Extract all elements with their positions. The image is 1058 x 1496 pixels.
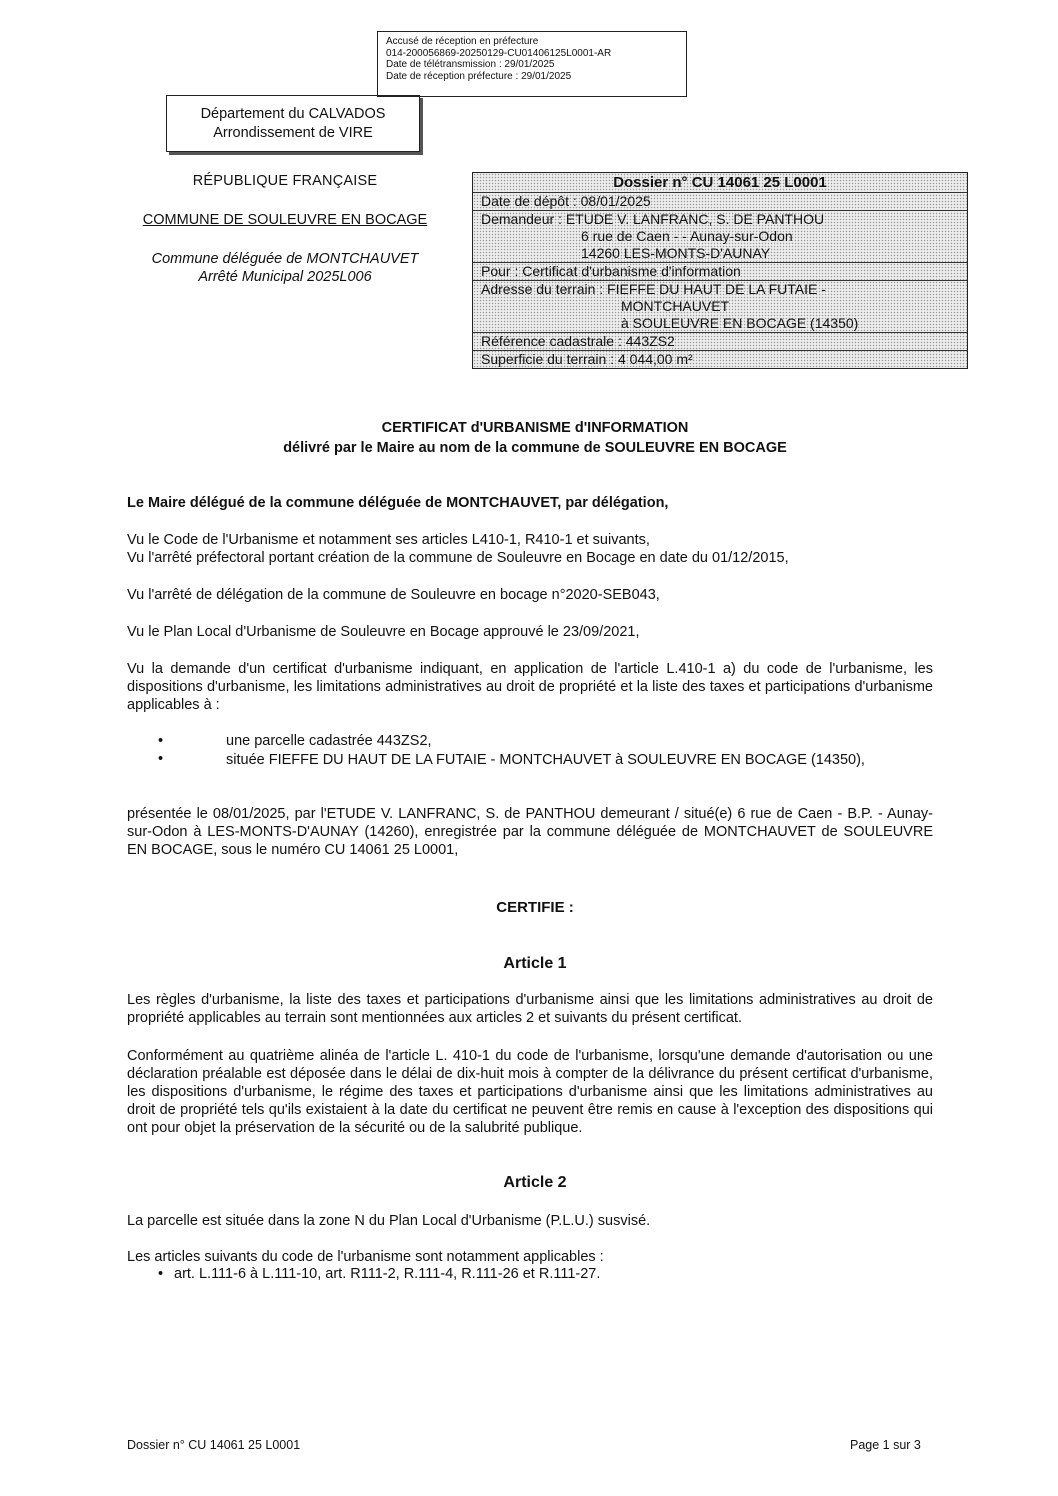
terrain-area: Superficie du terrain : 4 044,00 m² [481,351,693,367]
vu-demande: Vu la demande d'un certificat d'urbanisme indiquant, en application de l'article L.410-1 a) du code de l'urbanisme, les dispositions d'urbanisme, les limitations administratives au droit de propriété et la liste des taxes et participations d'urbanisme applicables à : [127,661,933,713]
certifie-heading: CERTIFIE : [496,899,574,916]
article-1-heading: Article 1 [503,955,567,972]
stamp-transmission-date: Date de télétransmission : 29/01/2025 [386,59,555,70]
terrain-address-block [473,281,967,333]
cadastral-reference: Référence cadastrale : 443ZS2 [473,333,967,351]
terrain-address: Adresse du terrain : FIEFFE DU HAUT DE LA FUTAIE - [481,281,826,297]
stamp-line: Accusé de réception en préfecture [386,36,539,47]
department-name: Département du CALVADOS [200,106,386,122]
footer-dossier-number: Dossier n° CU 14061 25 L0001 [127,1438,301,1452]
republic-heading: RÉPUBLIQUE FRANÇAISE [192,173,378,189]
bullet-text: située FIEFFE DU HAUT DE LA FUTAIE - MONTCHAUVET à SOULEUVRE EN BOCAGE (14350), [226,752,865,768]
demandeur-block [473,211,967,263]
bullet-icon: • [158,733,164,749]
document-title: CERTIFICAT d'URBANISME d'INFORMATION [381,420,689,436]
maire-statement: Le Maire délégué de la commune déléguée de MONTCHAUVET, par délégation, [127,495,669,511]
commune-deleguee: Commune déléguée de MONTCHAUVET [151,251,419,267]
dossier-number: Dossier n° CU 14061 25 L0001 [473,173,967,193]
presentee-paragraph: présentée le 08/01/2025, par l'ETUDE V. LANFRANC, S. de PANTHOU demeurant / situé(e) 6 rue de Caen - B.P. - Aunay-sur-Odon à LES-MONTS-D'AUNAY (14260), enregistrée par la commune déléguée de MONTCHAUVET de SOULEUVRE EN BOCAGE, sous le numéro CU 14061 25 L0001, [127,806,933,858]
arrondissement-name: Arrondissement de VIRE [213,125,373,141]
bullet-icon: • [158,1266,164,1282]
commune-heading: COMMUNE DE SOULEUVRE EN BOCAGE [142,212,428,228]
article-2-heading: Article 2 [503,1174,567,1191]
footer-page-number: Page 1 sur 3 [850,1438,921,1452]
article-1-paragraph-1: Les règles d'urbanisme, la liste des taxes et participations d'urbanisme ainsi que les limitations administratives au droit de propriété applicables au terrain sont mentionnées aux articles 2 et suivants du présent certificat. [127,992,933,1026]
bullet-text: une parcelle cadastrée 443ZS2, [226,733,432,749]
bullet-icon: • [158,751,164,767]
document-subtitle: délivré par le Maire au nom de la commune de SOULEUVRE EN BOCAGE [283,440,787,456]
bullet-text: art. L.111-6 à L.111-10, art. R111-2, R.111-4, R.111-26 et R.111-27. [174,1266,601,1282]
vu-plu: Vu le Plan Local d'Urbanisme de Souleuvre en Bocage approuvé le 23/09/2021, [127,624,640,640]
reception-stamp [377,31,687,97]
demandeur-city: 14260 LES-MONTS-D'AUNAY [581,245,771,261]
demandeur-address: 6 rue de Caen - - Aunay-sur-Odon [581,228,793,244]
vu-code-urbanisme: Vu le Code de l'Urbanisme et notamment ses articles L410-1, R410-1 et suivants, [127,532,650,548]
stamp-reception-date: Date de réception préfecture : 29/01/2025 [386,70,572,82]
arrete-number: Arrêté Municipal 2025L006 [198,269,372,285]
terrain-locality: MONTCHAUVET [621,298,730,314]
request-type: Pour : Certificat d'urbanisme d'information [473,263,967,281]
date-depot: Date de dépôt : 08/01/2025 [473,193,967,211]
terrain-commune: à SOULEUVRE EN BOCAGE (14350) [621,315,859,331]
demandeur-name: Demandeur : ETUDE V. LANFRANC, S. DE PANTHOU [481,211,825,227]
department-box [166,95,420,152]
vu-arrete-delegation: Vu l'arrêté de délégation de la commune de Souleuvre en bocage n°2020-SEB043, [127,587,660,603]
stamp-reference: 014-200056869-20250129-CU01406125L0001-AR [386,47,612,59]
article-2-paragraph-1: La parcelle est située dans la zone N du Plan Local d'Urbanisme (P.L.U.) susvisé. [127,1213,651,1229]
article-2-paragraph-2: Les articles suivants du code de l'urbanisme sont notamment applicables : [127,1249,604,1265]
commune-deleguee-block [118,250,452,286]
vu-arrete-prefectoral: Vu l'arrêté préfectoral portant création de la commune de Souleuvre en Bocage en date du 01/12/2015, [127,550,789,566]
dossier-box [472,172,968,369]
article-1-paragraph-2: Conformément au quatrième alinéa de l'article L. 410-1 du code de l'urbanisme, lorsqu'une demande d'autorisation ou une déclaration préalable est déposée dans le délai de dix-huit mois à compter de la délivrance du présent certificat d'urbanisme, les dispositions d'urbanisme, le régime des taxes et participations d'urbanisme ainsi que les limitations administratives au droit de propriété tels qu'ils existaient à la date du certificat ne peuvent être remis en cause à l'exception des dispositions qui ont pour objet la préservation de la sécurité ou de la salubrité publique. [127,1048,933,1136]
